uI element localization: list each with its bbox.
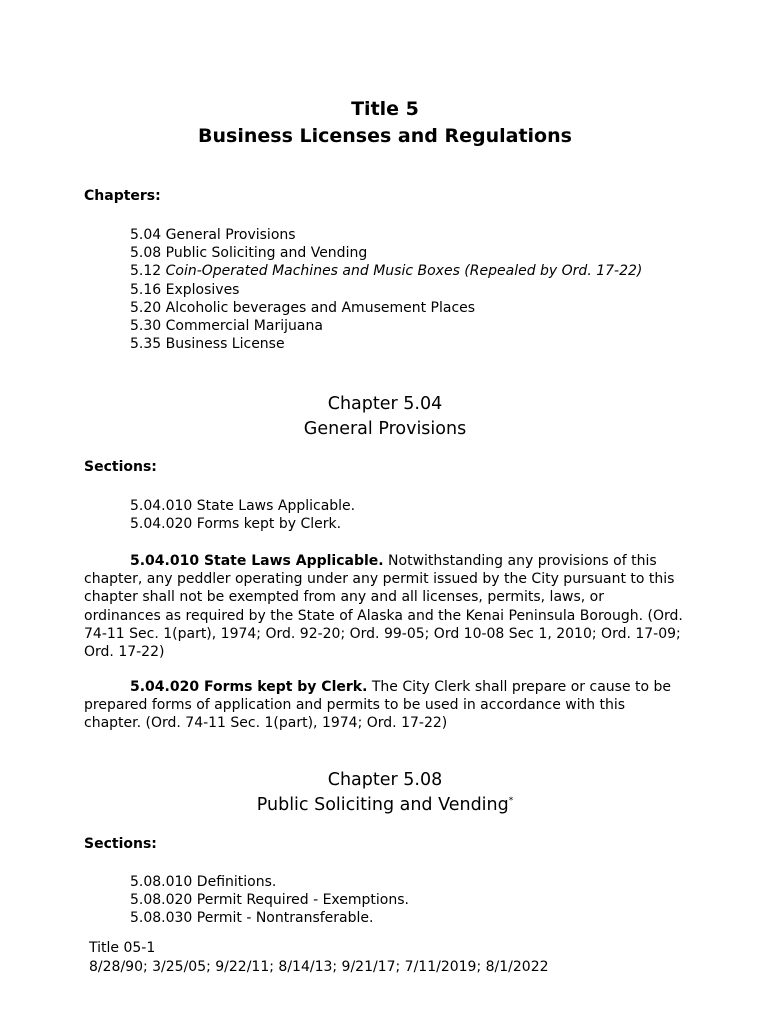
footer-revision-dates: 8/28/90; 3/25/05; 9/22/11; 8/14/13; 9/21/17; 7/11/2019; 8/1/2022 xyxy=(89,959,549,975)
title-block xyxy=(0,96,770,150)
page-footer xyxy=(89,939,549,977)
chapter-504-heading xyxy=(0,392,770,441)
section-heading: 5.04.020 Forms kept by Clerk. xyxy=(130,679,368,695)
sections-list-504 xyxy=(130,497,355,533)
title-number: Title 5 xyxy=(351,98,419,120)
chapter-508-heading xyxy=(0,768,770,817)
section-item: 5.04.020 Forms kept by Clerk. xyxy=(130,516,342,533)
chapter-item: 5.35 Business License xyxy=(130,336,285,353)
section-heading: 5.04.010 State Laws Applicable. xyxy=(130,553,384,569)
chapter-item: 5.04 General Provisions xyxy=(130,227,296,243)
chapter-subheading-text: Public Soliciting and Vending xyxy=(256,794,509,815)
chapter-item: 5.30 Commercial Marijuana xyxy=(130,318,323,335)
section-504010-paragraph xyxy=(84,552,684,661)
sections-label: Sections: xyxy=(84,836,157,852)
sections-label: Sections: xyxy=(84,459,157,475)
chapter-repealed-title: Coin-Operated Machines and Music Boxes (Repealed by Ord. 17-22) xyxy=(165,263,643,280)
chapter-number: 5.12 xyxy=(130,263,166,280)
chapter-item: 5.16 Explosives xyxy=(130,281,240,298)
chapters-label: Chapters: xyxy=(84,188,161,204)
chapter-item: 5.08 Public Soliciting and Vending xyxy=(130,245,368,262)
footnote-mark: * xyxy=(508,795,514,806)
chapter-number-heading: Chapter 5.04 xyxy=(327,394,443,414)
chapter-item xyxy=(130,262,642,280)
title-name: Business Licenses and Regulations xyxy=(198,125,572,147)
section-item: 5.08.010 Definitions. xyxy=(130,874,277,890)
chapter-subheading: General Provisions xyxy=(303,418,467,439)
chapter-item: 5.20 Alcoholic beverages and Amusement Places xyxy=(130,299,476,316)
section-item: 5.08.030 Permit - Nontransferable. xyxy=(130,910,374,927)
section-body: Notwithstanding any provisions of this chapter, any peddler operating under any permit issued by the City pursuant to this chapter shall not be exempted from any and all licenses, permits, laws, or ordinances as required by the State of Alaska and the Kenai Peninsula Borough. (Ord. 74-11 Sec. 1(part), 1974; Ord. 92-20; Ord. 99-05; Ord 10-08 Sec 1, 2010; Ord. 17-09; Ord. 17-22) xyxy=(84,553,683,661)
section-item: 5.04.010 State Laws Applicable. xyxy=(130,498,356,514)
chapter-number-heading: Chapter 5.08 xyxy=(327,770,443,790)
sections-list-508 xyxy=(130,873,409,928)
chapters-list xyxy=(130,226,642,353)
section-item: 5.08.020 Permit Required - Exemptions. xyxy=(130,892,409,909)
section-504020-paragraph xyxy=(84,678,684,733)
section-body: The City Clerk shall prepare or cause to be prepared forms of application and permits to be used in accordance with this chapter. (Ord. 74-11 Sec. 1(part), 1974; Ord. 17-22) xyxy=(84,679,672,732)
footer-page-label: Title 05-1 xyxy=(89,940,156,956)
chapter-subheading xyxy=(0,793,770,818)
